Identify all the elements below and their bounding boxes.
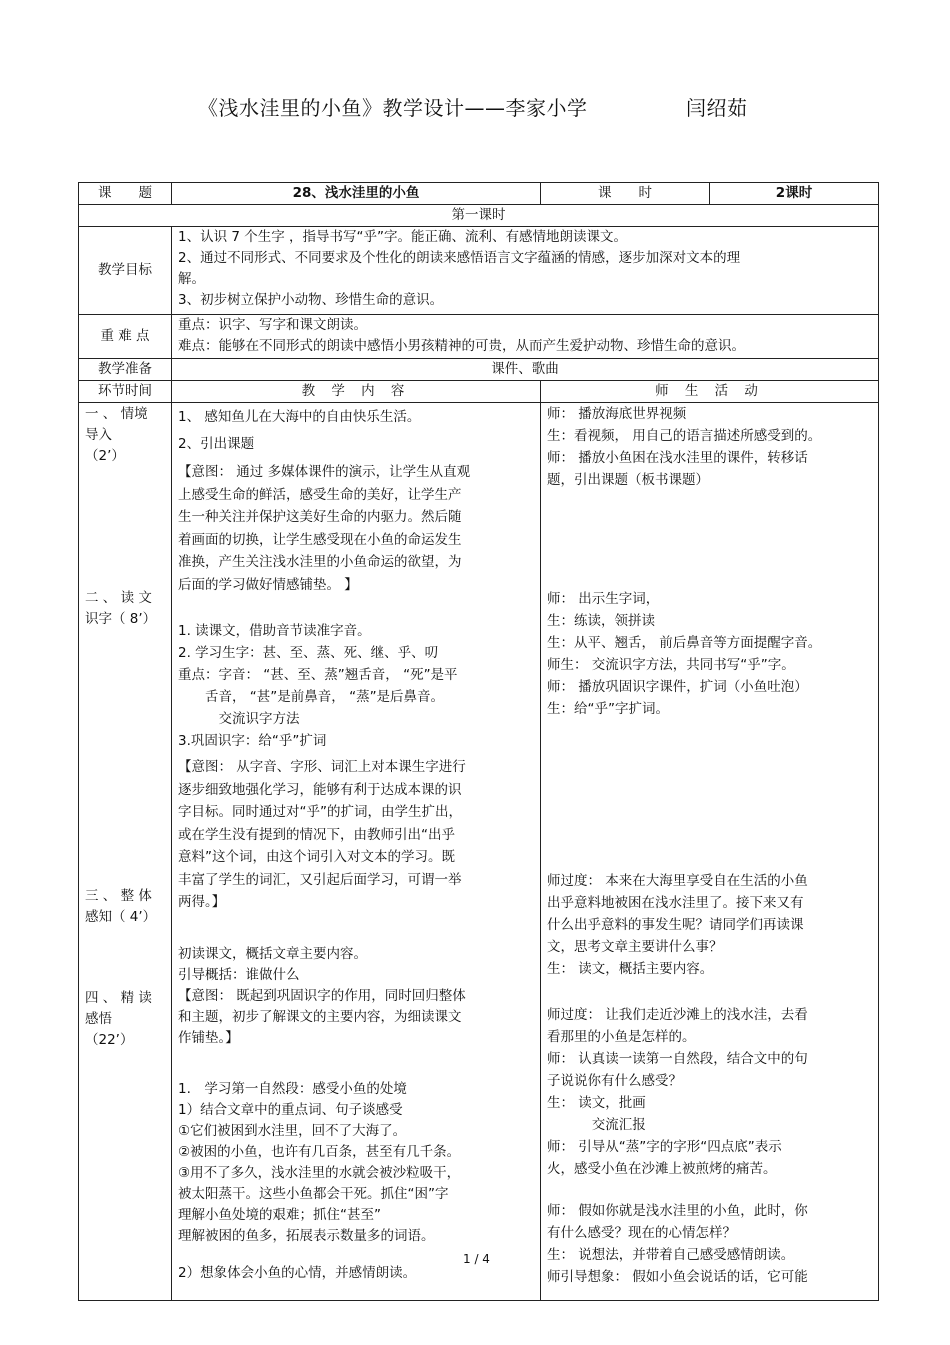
prep-value: 课件、歌曲 — [172, 359, 879, 381]
column-header-row — [79, 381, 879, 403]
section-4-time — [85, 988, 165, 1051]
content-line: ②被困的小鱼，也许有几百条，甚至有几千条。 — [178, 1143, 461, 1160]
body-row — [79, 403, 879, 1301]
lesson-row — [79, 205, 879, 227]
content-line: 和主题，初步了解课文的主要内容，为细读课文 — [178, 1008, 462, 1025]
activity-line: 子说说你有什么感受？ — [547, 1073, 682, 1089]
content-line: 1）结合文章中的重点词、句子谈感受 — [178, 1101, 403, 1118]
activity-line: 师： 播放巩固识字课件，扩词（小鱼吐泡） — [547, 679, 808, 695]
section-time-line: 四 、 精 读 — [85, 990, 152, 1006]
section-time-line: 感知（ 4’） — [85, 909, 157, 925]
activity-line: 师过度： 本来在大海里享受自在生活的小鱼 — [547, 873, 808, 889]
content-line: 3.巩固识字：给“乎”扩词 — [178, 733, 327, 749]
activity-line: 题，引出课题（板书课题） — [547, 472, 709, 488]
page-number: 1 / 4 — [463, 1252, 490, 1266]
content-block — [178, 434, 534, 455]
prep-row — [79, 359, 879, 381]
section-2-time — [85, 588, 165, 630]
goals-row — [79, 227, 879, 315]
section-time-line: 三 、 整 体 — [85, 888, 152, 904]
content-line: 字目标。同时通过对“乎”的扩词，由学生扩出， — [178, 804, 462, 820]
activity-line: 生： 读文，概括主要内容。 — [547, 961, 714, 977]
content-block — [178, 944, 534, 1049]
activity-block — [547, 870, 872, 980]
key-point-line: 重点：识字、写字和课文朗读。 — [178, 317, 367, 333]
content-line: 后面的学习做好情感铺垫。 】 — [178, 576, 358, 593]
activity-line: 师： 播放小鱼困在浅水洼里的课件，转移话 — [547, 450, 808, 466]
activity-line: 什么出乎意料的事发生呢？请同学们再读课 — [547, 917, 804, 933]
content-line: 2）想象体会小鱼的心情，并感情朗读。 — [178, 1264, 417, 1281]
activity-line: 师引导想象： 假如小鱼会说话的话，它可能 — [547, 1269, 808, 1285]
goals-content — [172, 227, 879, 315]
goal-line: 2、通过不同形式、不同要求及个性化的朗读来感悟语言文字蕴涵的情感，逐步加深对文本的理 — [178, 250, 741, 266]
section-time-line: 一 、 情境 — [85, 406, 148, 422]
content-line: 逐步细致地强化学习，能够有利于达成本课的识 — [178, 781, 462, 798]
activity-line: 师： 假如你就是浅水洼里的小鱼，此时，你 — [547, 1203, 808, 1219]
activity-line: 师： 认真读一读第一自然段，结合文中的句 — [547, 1051, 808, 1067]
activity-block — [547, 1200, 872, 1288]
activity-line: 生： 说想法，并带着自己感受感情朗读。 — [547, 1247, 795, 1263]
prep-label: 教学准备 — [79, 359, 172, 381]
section-time-line: 二 、 读 文 — [85, 590, 152, 606]
content-line: 准换，产生关注浅水洼里的小鱼命运的欲望，为 — [178, 554, 462, 570]
activity-line: 交流汇报 — [547, 1117, 646, 1133]
activity-line: 生：从平、翘舌， 前后鼻音等方面提醒字音。 — [547, 635, 822, 651]
content-line: 【意图： 从字音、字形、词汇上对本课生字进行 — [178, 759, 466, 775]
content-line: 交流识字方法 — [178, 711, 300, 727]
goal-line: 1、认识 7 个生字 ，指导书写“乎”字。能正确、流利、有感情地朗读课文。 — [178, 229, 628, 245]
activity-column — [541, 403, 879, 1301]
key-points-label: 重 难 点 — [79, 315, 172, 359]
content-line: 【意图： 通过 多媒体课件的演示，让学生从直观 — [178, 464, 471, 480]
content-line: 上感受生命的鲜活，感受生命的美好，让学生产 — [178, 486, 462, 503]
hours-label: 课 时 — [541, 183, 710, 205]
activity-block — [547, 1004, 872, 1180]
content-line: 生一种关注并保护这美好生命的内驱力。然后随 — [178, 509, 462, 525]
content-line: 引导概括：谁做什么 — [178, 966, 300, 983]
activity-line: 生：看视频， 用自己的语言描述所感受到的。 — [547, 428, 822, 444]
activity-line: 生：练读，领拼读 — [547, 613, 655, 629]
content-line: ①它们被困到水洼里，回不了大海了。 — [178, 1122, 407, 1139]
subject-value: 28、浅水洼里的小鱼 — [172, 183, 541, 205]
key-points-row — [79, 315, 879, 359]
time-column — [79, 403, 172, 1301]
content-block — [178, 407, 534, 428]
content-line: 【意图： 既起到巩固识字的作用，同时回归整体 — [178, 987, 466, 1004]
activity-line: 师生： 交流识字方法，共同书写“乎”字。 — [547, 657, 795, 673]
content-line: 2、引出课题 — [178, 436, 255, 452]
title-author: 闫绍茹 — [686, 96, 748, 120]
content-block — [178, 1079, 534, 1247]
activity-line: 师： 播放海底世界视频 — [547, 406, 687, 422]
content-line: 2. 学习生字：甚、至、蒸、死、继、乎、叨 — [178, 645, 439, 661]
key-points-content — [172, 315, 879, 359]
content-line: 理解被困的鱼多，拓展表示数量多的词语。 — [178, 1227, 435, 1244]
intent-block — [178, 756, 534, 914]
goals-label: 教学目标 — [79, 227, 172, 315]
content-line: 或在学生没有提到的情况下，由教师引出“出乎 — [178, 826, 455, 843]
key-point-line: 难点：能够在不同形式的朗读中感悟小男孩精神的可贵，从而产生爱护动物、珍惜生命的意识。 — [178, 338, 745, 354]
activity-line: 火，感受小鱼在沙滩上被煎烤的痛苦。 — [547, 1161, 777, 1177]
content-line: 意料”这个词，由这个词引入对文本的学习。既 — [178, 849, 455, 865]
lesson-plan-table — [78, 182, 879, 1301]
col-content-header: 教 学 内 容 — [172, 381, 541, 403]
section-time-line: （22’） — [85, 1032, 134, 1048]
activity-line: 有什么感受？现在的心情怎样？ — [547, 1225, 736, 1241]
title-main: 《浅水洼里的小鱼》教学设计——李家小学 — [198, 96, 588, 120]
activity-line: 生： 读文，批画 — [547, 1095, 646, 1111]
section-3-time — [85, 886, 165, 928]
content-line: 丰富了学生的词汇，又引起后面学习，可谓一举 — [178, 871, 462, 888]
header-row — [79, 183, 879, 205]
goal-line: 3、初步树立保护小动物、珍惜生命的意识。 — [178, 292, 444, 308]
activity-line: 看那里的小鱼是怎样的。 — [547, 1029, 696, 1045]
activity-line: 师： 引导从“蒸”字的字形“四点底”表示 — [547, 1139, 782, 1155]
lesson-label: 第一课时 — [79, 205, 879, 227]
content-line: 1. 学习第一自然段：感受小鱼的处境 — [178, 1080, 407, 1097]
content-line: 1、 感知鱼儿在大海中的自由快乐生活。 — [178, 409, 421, 425]
content-line: 重点：字音： “甚、至、蒸”翘舌音， “死”是平 — [178, 667, 458, 683]
content-line: 理解小鱼处境的艰难；抓住“甚至” — [178, 1206, 381, 1223]
content-line: 舌音， “甚”是前鼻音， “蒸”是后鼻音。 — [178, 689, 445, 705]
activity-line: 出乎意料地被困在浅水洼里了。接下来又有 — [547, 895, 804, 911]
content-line: ③用不了多久，浅水洼里的水就会被沙粒吸干， — [178, 1164, 461, 1181]
section-time-line: 感悟 — [85, 1011, 112, 1027]
content-block — [178, 620, 534, 752]
activity-block — [547, 403, 872, 491]
activity-line: 文，思考文章主要讲什么事？ — [547, 939, 723, 955]
section-1-time — [85, 404, 165, 467]
section-time-line: 识字（ 8’） — [85, 611, 157, 627]
subject-label: 课 题 — [79, 183, 172, 205]
activity-block — [547, 588, 872, 720]
activity-line: 师： 出示生字词， — [547, 591, 660, 607]
col-time-header: 环节时间 — [79, 381, 172, 403]
content-line: 1. 读课文，借助音节读准字音。 — [178, 623, 371, 639]
activity-line: 师过度： 让我们走近沙滩上的浅水洼，去看 — [547, 1007, 808, 1023]
intent-block — [178, 461, 534, 596]
content-line: 着画面的切换，让学生感受现在小鱼的命运发生 — [178, 531, 462, 548]
hours-value: 2课时 — [710, 183, 879, 205]
content-line: 作铺垫。】 — [178, 1029, 239, 1046]
section-time-line: 导入 — [85, 427, 112, 443]
col-activity-header: 师 生 活 动 — [541, 381, 879, 403]
content-line: 初读课文，概括文章主要内容。 — [178, 945, 367, 962]
goal-line: 解。 — [178, 271, 205, 287]
content-line: 被太阳蒸干。这些小鱼都会干死。抓住“困”字 — [178, 1185, 449, 1202]
section-time-line: （2’） — [85, 448, 125, 464]
content-column — [172, 403, 541, 1301]
content-line: 两得。】 — [178, 894, 226, 910]
activity-line: 生：给“乎”字扩词。 — [547, 701, 669, 717]
